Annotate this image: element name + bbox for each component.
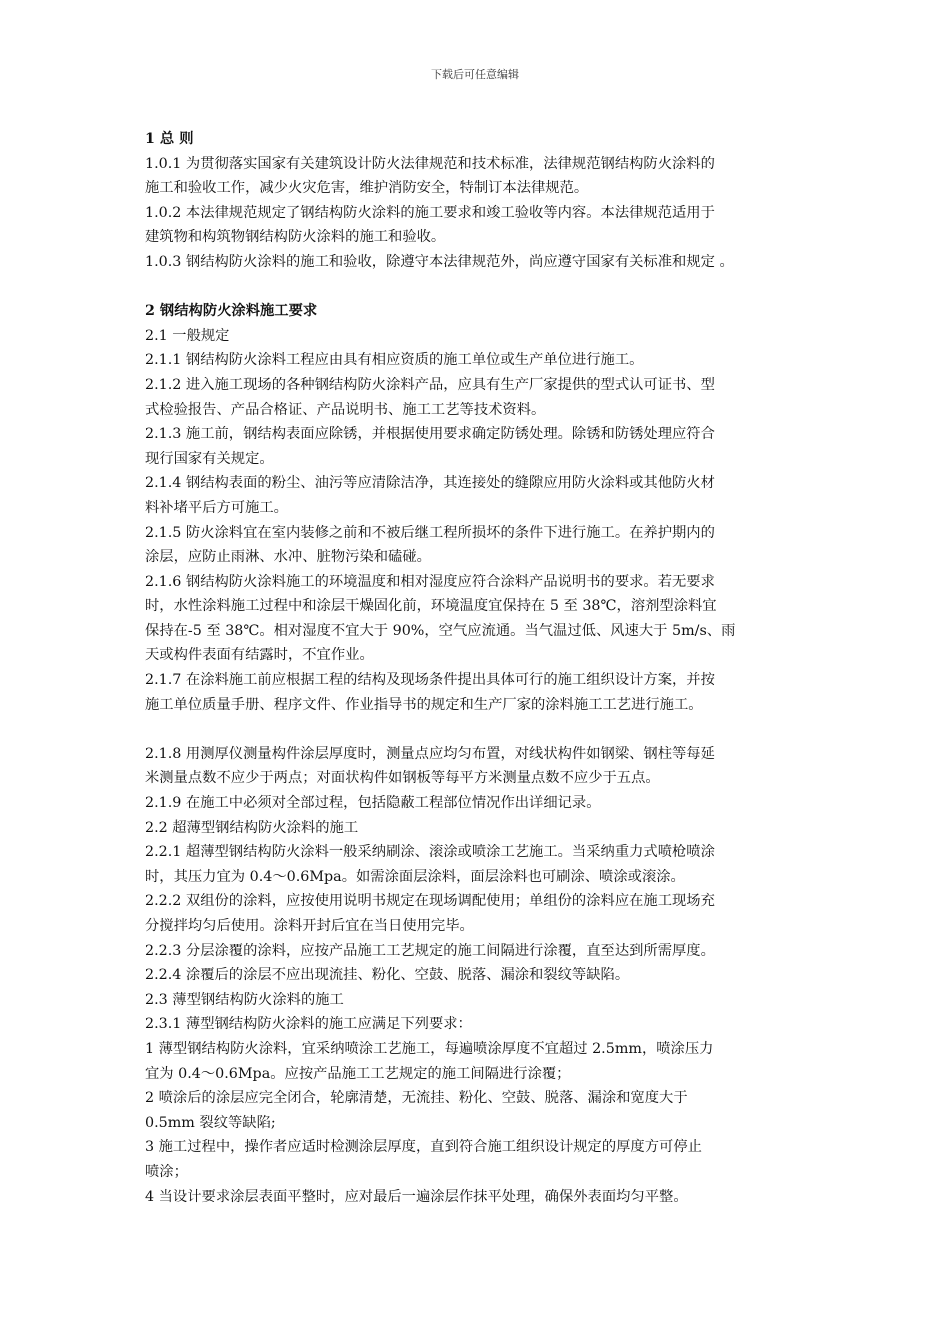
paragraph bbox=[145, 373, 810, 422]
text-line: 宜为 0.4～0.6Mpa。应按产品施工工艺规定的施工间隔进行涂覆； bbox=[145, 1065, 571, 1082]
paragraph bbox=[145, 1012, 810, 1037]
paragraph bbox=[145, 1185, 810, 1210]
text-line: 2.1.8 用测厚仪测量构件涂层厚度时，测量点应均匀布置，对线状构件如钢梁、钢柱等每延 bbox=[145, 745, 715, 762]
paragraph bbox=[145, 1086, 810, 1135]
text-line: 2.1.3 施工前，钢结构表面应除锈，并根据使用要求确定防锈处理。除锈和防锈处理应符合 bbox=[145, 426, 715, 443]
text-line: 时，其压力宜为 0.4～0.6Mpa。如需涂面层涂料，面层涂料也可刷涂、喷涂或滚涂。 bbox=[145, 868, 685, 885]
text-line: 式检验报告、产品合格证、产品说明书、施工工艺等技术资料。 bbox=[145, 401, 546, 418]
text-line: 2.1.4 钢结构表面的粉尘、油污等应清除洁净，其连接处的缝隙应用防火涂料或其他防火材 bbox=[145, 475, 715, 492]
section-heading bbox=[145, 127, 810, 152]
text-line: 分搅拌均匀后使用。涂料开封后宜在当日使用完毕。 bbox=[145, 918, 474, 934]
text-line: 现行国家有关规定。 bbox=[145, 450, 274, 467]
text-line: 1.0.3 钢结构防火涂料的施工和验收，除遵守本法律规范外，尚应遵守国家有关标准和规定 。 bbox=[145, 253, 734, 270]
paragraph bbox=[145, 840, 810, 889]
paragraph-spacer bbox=[145, 717, 810, 742]
paragraph bbox=[145, 816, 810, 841]
text-line: 2 喷涂后的涂层应完全闭合，轮廓清楚，无流挂、粉化、空鼓、脱落、漏涂和宽度大于 bbox=[145, 1090, 688, 1107]
text-line: 时，水性涂料施工过程中和涂层干燥固化前，环境温度宜保持在 5 至 38℃，溶剂型涂料宜 bbox=[145, 598, 717, 615]
text-line: 保持在-5 至 38℃。相对湿度不宜大于 90%，空气应流通。当气温过低、风速大于 5m/s、雨 bbox=[145, 622, 736, 639]
text-line: 米测量点数不应少于两点；对面状构件如钢板等每平方米测量点数不应少于五点。 bbox=[145, 770, 660, 787]
text-line: 涂层，应防止雨淋、水冲、脏物污染和磕碰。 bbox=[145, 549, 431, 566]
text-line: 2.1.1 钢结构防火涂料工程应由具有相应资质的施工单位或生产单位进行施工。 bbox=[145, 352, 644, 369]
text-line: 2.1.9 在施工中必须对全部过程，包括隐蔽工程部位情况作出详细记录。 bbox=[145, 795, 601, 812]
text-line: 2.1.6 钢结构防火涂料施工的环境温度和相对湿度应符合涂料产品说明书的要求。若无要求 bbox=[145, 573, 715, 590]
text-line: 施工单位质量手册、程序文件、作业指导书的规定和生产厂家的涂料施工工艺进行施工。 bbox=[145, 696, 703, 713]
paragraph bbox=[145, 348, 810, 373]
text-line: 2.2.4 涂覆后的涂层不应出现流挂、粉化、空鼓、脱落、漏涂和裂纹等缺陷。 bbox=[145, 967, 630, 984]
paragraph bbox=[145, 1135, 810, 1184]
paragraph-spacer bbox=[145, 275, 810, 300]
text-line: 2.2.2 双组份的涂料，应按使用说明书规定在现场调配使用；单组份的涂料应在施工现场充 bbox=[145, 893, 715, 910]
text-line: 1 薄型钢结构防火涂料，宜采纳喷涂工艺施工，每遍喷涂厚度不宜超过 2.5mm，喷涂压力 bbox=[145, 1040, 714, 1057]
section-heading bbox=[145, 299, 810, 324]
text-line: 2.2.1 超薄型钢结构防火涂料一般采纳刷涂、滚涂或喷涂工艺施工。当采纳重力式喷枪喷涂 bbox=[145, 844, 715, 861]
paragraph bbox=[145, 152, 810, 201]
paragraph bbox=[145, 422, 810, 471]
paragraph bbox=[145, 742, 810, 791]
text-line: 4 当设计要求涂层表面平整时，应对最后一遍涂层作抹平处理，确保外表面均匀平整。 bbox=[145, 1188, 688, 1205]
paragraph bbox=[145, 324, 810, 349]
paragraph bbox=[145, 791, 810, 816]
text-line: 2.2.3 分层涂覆的涂料，应按产品施工工艺规定的施工间隔进行涂覆，直至达到所需厚度。 bbox=[145, 942, 715, 959]
paragraph bbox=[145, 521, 810, 570]
paragraph bbox=[145, 1037, 810, 1086]
paragraph bbox=[145, 250, 810, 275]
text-line: 2.3.1 薄型钢结构防火涂料的施工应满足下列要求： bbox=[145, 1016, 472, 1033]
paragraph bbox=[145, 939, 810, 964]
page-header: 下载后可任意编辑 bbox=[431, 68, 519, 81]
text-line: 3 施工过程中，操作者应适时检测涂层厚度，直到符合施工组织设计规定的厚度方可停止 bbox=[145, 1139, 702, 1156]
text-line: 2 钢结构防火涂料施工要求 bbox=[145, 303, 318, 320]
text-line: 2.2 超薄型钢结构防火涂料的施工 bbox=[145, 819, 359, 836]
text-line: 2.1.7 在涂料施工前应根据工程的结构及现场条件提出具体可行的施工组织设计方案，并按 bbox=[145, 672, 715, 689]
text-line: 2.1.5 防火涂料宜在室内装修之前和不被后继工程所损坏的条件下进行施工。在养护期内的 bbox=[145, 524, 715, 541]
paragraph bbox=[145, 471, 810, 520]
paragraph bbox=[145, 570, 810, 668]
text-line: 料补堵平后方可施工。 bbox=[145, 499, 288, 516]
text-line: 1.0.2 本法律规范规定了钢结构防火涂料的施工要求和竣工验收等内容。本法律规范适用于 bbox=[145, 204, 715, 221]
text-line: 1.0.1 为贯彻落实国家有关建筑设计防火法律规范和技术标准，法律规范钢结构防火涂料的 bbox=[145, 155, 715, 172]
paragraph bbox=[145, 668, 810, 717]
text-line: 天或构件表面有结露时，不宜作业。 bbox=[145, 647, 374, 664]
text-line: 0.5mm 裂纹等缺陷; bbox=[145, 1114, 276, 1131]
text-line: 建筑物和构筑物钢结构防火涂料的施工和验收。 bbox=[145, 229, 446, 246]
text-line: 2.1.2 进入施工现场的各种钢结构防火涂料产品，应具有生产厂家提供的型式认可证书、型 bbox=[145, 376, 715, 393]
text-line: 1 总 则 bbox=[145, 131, 194, 147]
document-body bbox=[145, 127, 810, 1209]
paragraph bbox=[145, 889, 810, 938]
text-line: 2.3 薄型钢结构防火涂料的施工 bbox=[145, 991, 344, 1008]
paragraph bbox=[145, 201, 810, 250]
paragraph bbox=[145, 963, 810, 988]
text-line: 2.1 一般规定 bbox=[145, 327, 230, 344]
text-line: 喷涂； bbox=[145, 1163, 188, 1180]
paragraph bbox=[145, 988, 810, 1013]
text-line: 施工和验收工作，减少火灾危害，维护消防安全，特制订本法律规范。 bbox=[145, 180, 589, 197]
